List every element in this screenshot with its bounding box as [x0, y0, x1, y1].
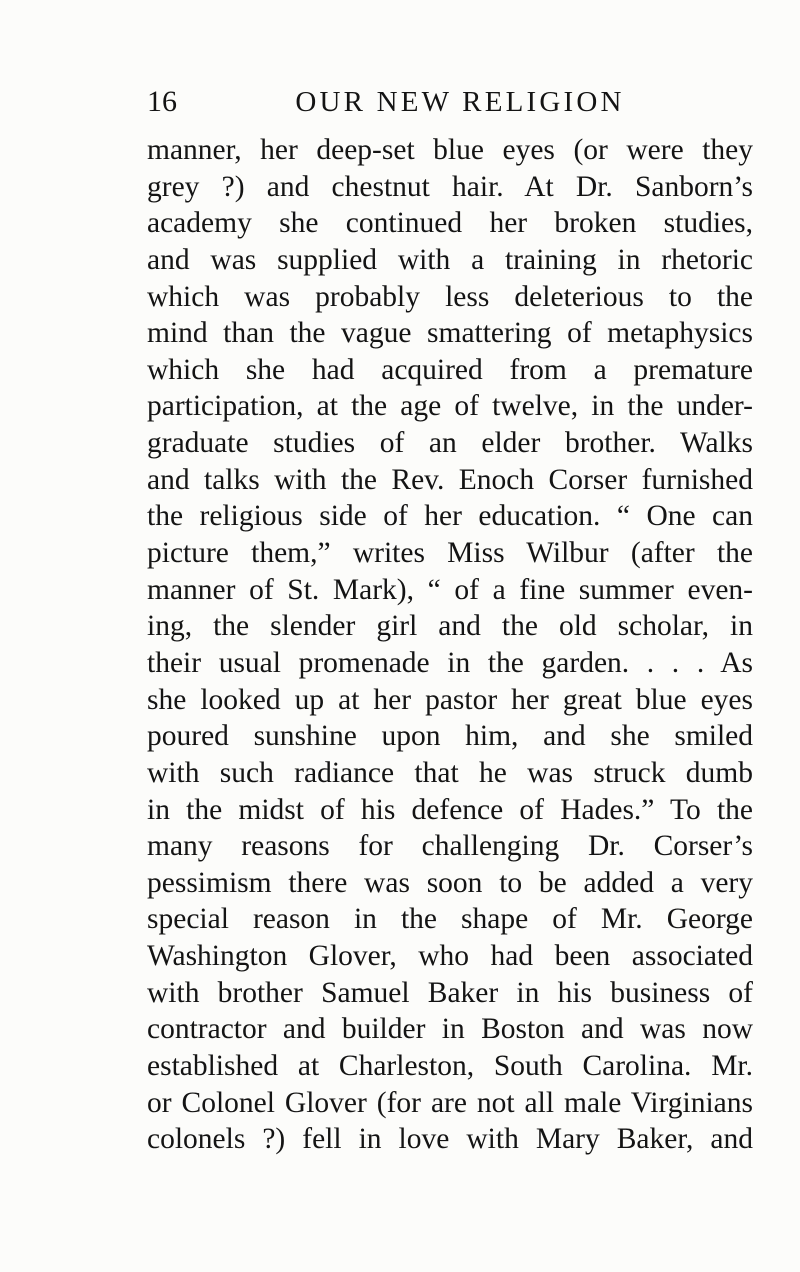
- text-line: she looked up at her pastor her great blue eyes: [147, 683, 753, 716]
- text-line: grey ?) and chestnut hair. At Dr. Sanborn’s: [147, 170, 753, 203]
- text-line: ing, the slender girl and the old scholar, in: [147, 610, 753, 643]
- text-line: or Colonel Glover (for are not all male Virginians: [147, 1086, 753, 1119]
- body-text: [147, 132, 753, 1158]
- text-line: their usual promenade in the garden. . . . As: [147, 646, 753, 679]
- text-line: and talks with the Rev. Enoch Corser furnished: [147, 463, 753, 496]
- running-title: OUR NEW RELIGION: [295, 86, 625, 118]
- text-line: manner, her deep-set blue eyes (or were they: [147, 134, 753, 166]
- text-line: poured sunshine upon him, and she smiled: [147, 720, 753, 753]
- text-line: special reason in the shape of Mr. George: [147, 903, 753, 936]
- text-line: with brother Samuel Baker in his business of: [147, 976, 753, 1009]
- text-line: Washington Glover, who had been associated: [147, 940, 753, 973]
- text-line: the religious side of her education. “ One can: [147, 500, 753, 533]
- text-line: participation, at the age of twelve, in the under-: [147, 390, 753, 423]
- text-line: established at Charleston, South Carolina. Mr.: [147, 1050, 753, 1083]
- text-line: graduate studies of an elder brother. Walks: [147, 427, 753, 460]
- text-line: mind than the vague smattering of metaphysics: [147, 317, 753, 350]
- text-line: which she had acquired from a premature: [147, 353, 753, 386]
- text-line: academy she continued her broken studies,: [147, 207, 753, 240]
- text-line: which was probably less deleterious to the: [147, 280, 753, 313]
- running-head: [147, 82, 753, 122]
- text-line: contractor and builder in Boston and was now: [147, 1013, 753, 1046]
- text-line: with such radiance that he was struck dumb: [147, 756, 753, 789]
- text-line: and was supplied with a training in rhetoric: [147, 243, 753, 276]
- text-line: colonels ?) fell in love with Mary Baker, and: [147, 1123, 753, 1156]
- text-line: pessimism there was soon to be added a very: [147, 866, 753, 899]
- text-line: manner of St. Mark), “ of a fine summer even-: [147, 573, 753, 606]
- text-line: picture them,” writes Miss Wilbur (after the: [147, 537, 753, 570]
- text-line: many reasons for challenging Dr. Corser’s: [147, 830, 753, 863]
- text-line: in the midst of his defence of Hades.” To the: [147, 793, 753, 826]
- page-number: 16: [147, 85, 177, 118]
